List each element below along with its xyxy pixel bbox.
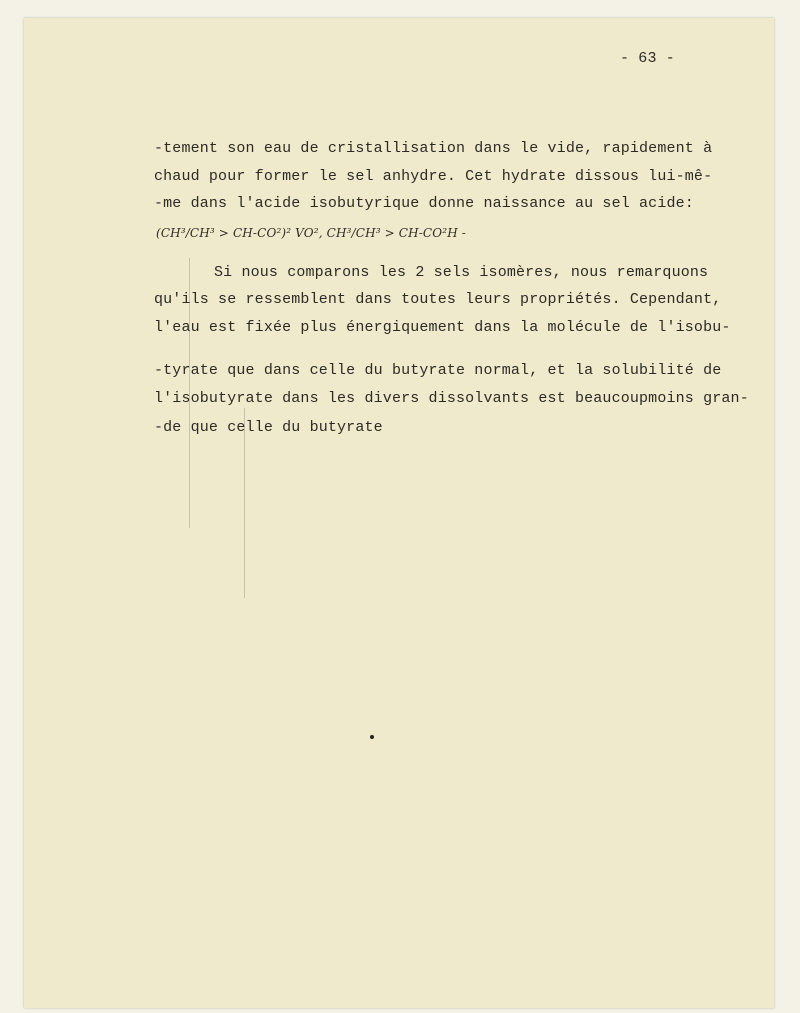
pencil-stroke xyxy=(244,408,245,598)
document-page xyxy=(24,18,774,1008)
pencil-stroke xyxy=(189,258,190,528)
page-number: - 63 - xyxy=(620,50,675,67)
handwritten-formula: (CH³/CH³ > CH-CO²)² VO², CH³/CH³ > CH-CO²H - xyxy=(156,226,466,240)
paragraph-1-line-2: chaud pour former le sel anhydre. Cet hydrate dissous lui-mê- xyxy=(154,168,713,185)
paragraph-2-line-3: l'eau est fixée plus énergiquement dans la molécule de l'isobu- xyxy=(154,319,731,336)
paragraph-1-line-3: -me dans l'acide isobutyrique donne naissance au sel acide: xyxy=(154,195,694,212)
paragraph-2-line-5: l'isobutyrate dans les divers dissolvants est beaucoupmoins gran- xyxy=(154,390,749,407)
paragraph-1-line-1: -tement son eau de cristallisation dans le vide, rapidement à xyxy=(154,140,713,157)
paragraph-2-line-2: qu'ils se ressemblent dans toutes leurs propriétés. Cependant, xyxy=(154,291,722,308)
paragraph-2-line-1: Si nous comparons les 2 sels isomères, nous remarquons xyxy=(214,264,709,281)
ink-dot xyxy=(370,735,374,739)
paragraph-2-line-4: -tyrate que dans celle du butyrate normal, et la solubilité de xyxy=(154,362,722,379)
paragraph-2-line-6: -de que celle du butyrate xyxy=(154,419,383,436)
